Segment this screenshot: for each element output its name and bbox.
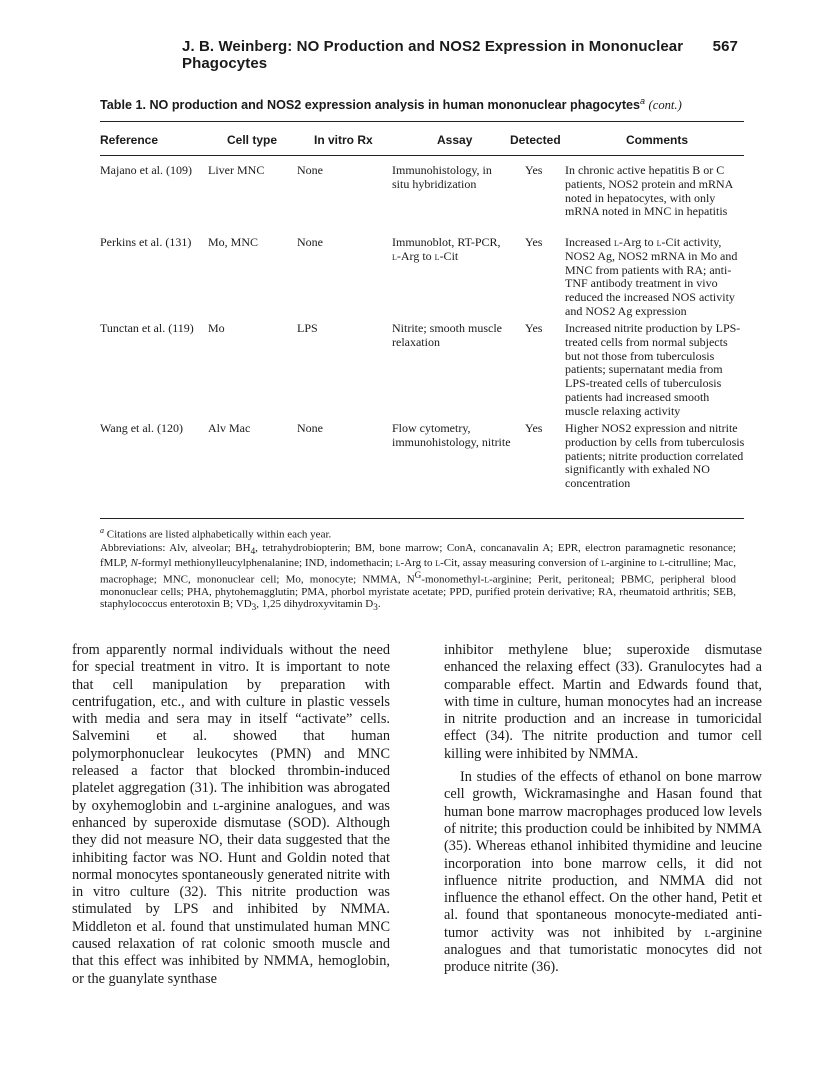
table-title-text: Table 1. NO production and NOS2 expression analysis in human mononuclear phagocytes — [100, 98, 641, 113]
table-abbreviations: Abbreviations: Alv, alveolar; $BH_4$, tetrahydrobiopterin; BM, bone marrow; ConA, concanavalin A; EPR, electron paramagnetic resonance; fMLP, N-formyl methionylleucylphenalanine; IND, indomethacin; l-Arg to l-Cit, assay measuring conversion of l-arginine to l-citrulline; Mac, macrophage; MNC, mononuclear cell; Mo, monocyte; NMMA, $N^G-monomethyl-l$-arginine; Perit, peritoneal; PBMC, peripheral blood mononuclear cells; PHA, phytohemagglutin; PMA, phorbol myristate acetate; PPD, purified protein derivative; RA, rheumatoid arthritis; SEB, staphylococcus enterotoxin B; $VD_3$, 1,25 dihydroxyvitamin $D_3$. — [100, 542, 737, 613]
table-footnote: $^a$ Citations are listed alphabetically within each year. — [100, 526, 332, 541]
table-bottom-rule — [100, 518, 744, 519]
cell-comments: Increased nitrite production by LPS-treated cells from normal subjects but not those from tuberculosis patients; supernatant media from LPS-treated cells of tuberculosis patients had increased smooth muscle relaxing activity — [565, 321, 741, 418]
running-head-title: J. B. Weinberg: NO Production and NOS2 Expression in Mononuclear Phagocytes — [182, 38, 684, 72]
cell-detected: Yes — [525, 163, 543, 177]
cell-assay: Flow cytometry, immunohistology, nitrite — [392, 421, 511, 449]
column-header-cell-type: Cell type — [227, 133, 278, 147]
body-paragraph: inhibitor methylene blue; superoxide dismutase enhanced the relaxing effect (33). Granulocytes had a comparable effect. Martin and Edwards found that, with time in culture, human monocytes had an increase in nitrite production and an increase in tumoricidal effect (34). The nitrite production and tumor cell killing were inhibited by NMMA. — [444, 642, 762, 762]
cell-in-vitro-rx: None — [297, 163, 323, 177]
table-continued-label: (cont.) — [648, 98, 682, 113]
cell-in-vitro-rx: None — [297, 421, 323, 435]
cell-reference: Wang et al. (120) — [100, 421, 184, 435]
cell-reference: Tunctan et al. (119) — [100, 321, 194, 335]
body-paragraph: from apparently normal individuals without the need for special treatment in vitro. It is important to note that cell manipulation by preparation with centrifugation, etc., and with culture in plastic vessels with media and sera may in itself “activate” cells. Salvemini et al. showed that human polymorphonuclear leukocytes (PMN) and MNC released a factor that blocked thrombin-induced platelet aggregation (31). The inhibition was abrogated by oxyhemoglobin and l-arginine analogues, and was enhanced by superoxide dismutase (SOD). Although they did not measure NO, their data suggested that the inhibiting factor was NO. Hunt and Goldin noted that normal monocytes spontaneously generated nitrite with in vitro culture (32). This nitrite production was stimulated by LPS and inhibited by NMMA. Middleton et al. found that unstimulated human MNC caused relaxation of rat colonic smooth muscle and that this effect was inhibited by NMMA, hemoglobin, or the guanylate synthase — [72, 642, 390, 987]
cell-in-vitro-rx: LPS — [297, 321, 318, 335]
column-header-detected: Detected — [510, 133, 561, 147]
cell-comments: Higher NOS2 expression and nitrite production by cells from tuberculosis patients; nitrite production correlated significantly with exhaled NO concentration — [565, 421, 745, 491]
cell-detected: Yes — [525, 321, 543, 335]
cell-assay: Nitrite; smooth muscle relaxation — [392, 321, 502, 349]
column-header-reference: Reference — [100, 133, 159, 147]
cell-assay: Immunohistology, in situ hybridization — [392, 163, 492, 191]
cell-detected: Yes — [525, 235, 543, 249]
body-column-left — [72, 642, 390, 988]
cell-cell-type: Mo — [208, 321, 225, 335]
running-head — [182, 38, 738, 72]
cell-reference: Majano et al. (109) — [100, 163, 192, 177]
body-column-right — [444, 642, 762, 977]
cell-reference: Perkins et al. (131) — [100, 235, 192, 249]
cell-comments: In chronic active hepatitis B or C patients, NOS2 protein and mRNA noted in hepatocytes, with only mRNA noted in MNC in hepatitis — [565, 163, 733, 219]
cell-cell-type: Liver MNC — [208, 163, 265, 177]
cell-cell-type: Mo, MNC — [208, 235, 259, 249]
cell-detected: Yes — [525, 421, 543, 435]
table-header-rule — [100, 155, 744, 156]
column-header-comments: Comments — [626, 133, 689, 147]
table-top-rule — [100, 121, 744, 122]
body-paragraph: In studies of the effects of ethanol on bone marrow cell growth, Wickramasinghe and Hasan found that human bone marrow macrophages produced low levels of nitrite; this production could be inhibited by NMMA (35). Whereas ethanol inhibited thymidine and leucine incorporation into bone marrow cells, it did not influence nitrite production, and NMMA did not influence the ethanol effect. On the other hand, Petit et al. found that spontaneous monocyte-mediated anti-tumor activity was not inhibited by l-arginine analogues and that tumoristatic monocytes did not produce nitrite (36). — [444, 769, 762, 976]
cell-cell-type: Alv Mac — [208, 421, 251, 435]
column-header-in-vitro-rx: In vitro Rx — [314, 133, 373, 147]
cell-assay: Immunoblot, RT-PCR, l-Arg to l-Cit — [392, 235, 501, 263]
table-title — [100, 96, 740, 113]
cell-in-vitro-rx: None — [297, 235, 323, 249]
page-number: 567 — [712, 38, 738, 55]
table-title-footnote-mark: a — [640, 96, 646, 106]
column-header-assay: Assay — [437, 133, 473, 147]
cell-comments: Increased l-Arg to l-Cit activity, NOS2 Ag, NOS2 mRNA in Mo and MNC from patients with RA; anti-TNF antibody treatment in vivo reduced the increased NOS activity and NOS2 Ag expression — [565, 235, 738, 318]
